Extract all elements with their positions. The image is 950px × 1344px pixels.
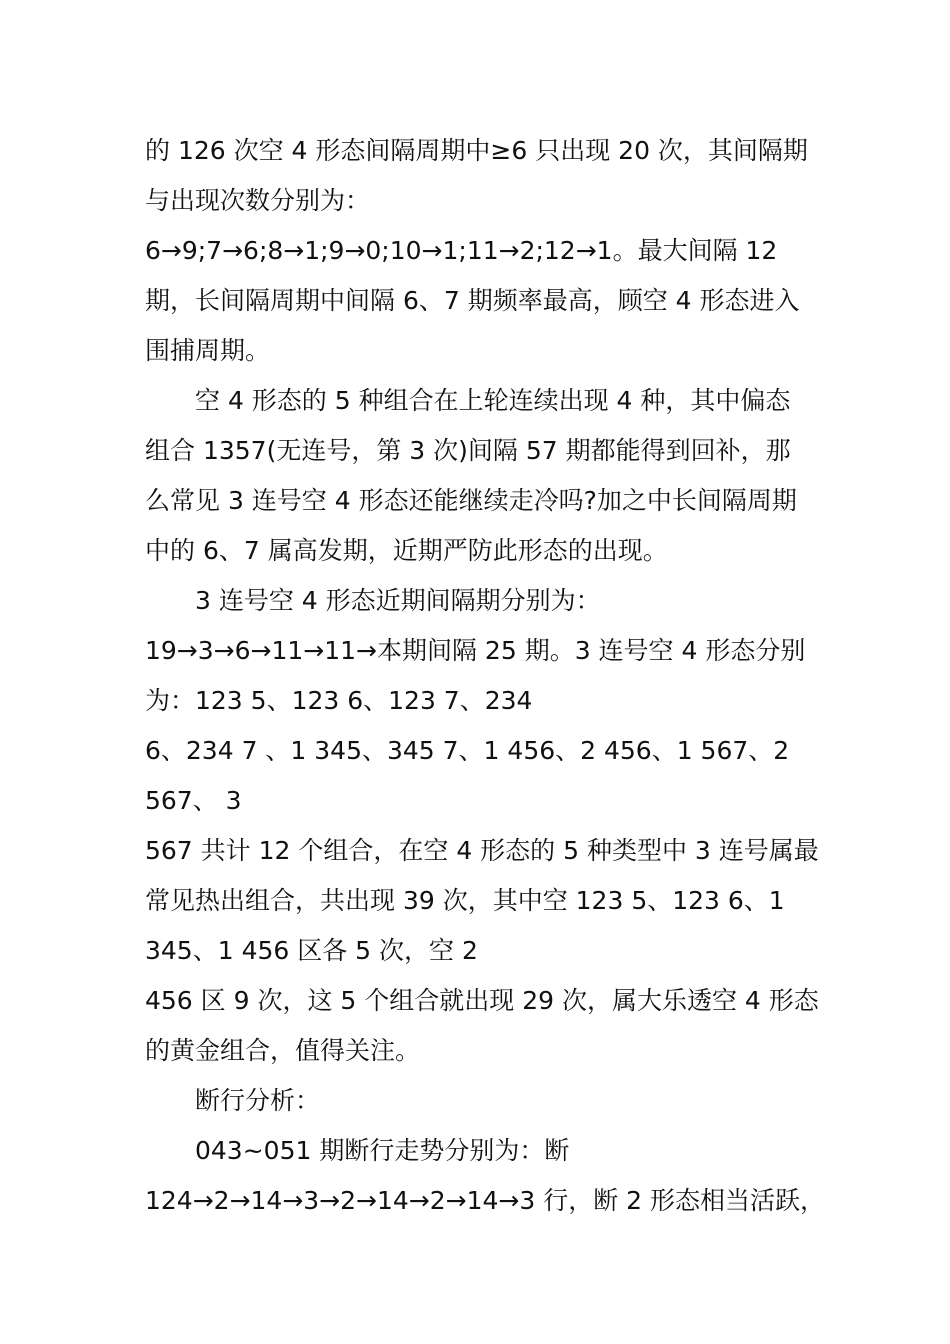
paragraph-line: 空 4 形态的 5 种组合在上轮连续出现 4 种，其中偏态 [195, 386, 791, 415]
paragraph-line: 组合 1357(无连号，第 3 次)间隔 57 期都能得到回补，那 [145, 436, 791, 465]
section-heading: 断行分析： [195, 1086, 321, 1115]
paragraph-line: 常见热出组合，共出现 39 次，其中空 123 5、123 6、1 [145, 886, 785, 915]
paragraph-line: 中的 6、7 属高发期，近期严防此形态的出现。 [145, 536, 668, 565]
paragraph-line: 456 区 9 次，这 5 个组合就出现 29 次，属大乐透空 4 形态 [145, 986, 819, 1015]
paragraph-line: 的黄金组合，值得关注。 [145, 1036, 421, 1065]
paragraph-line: 3 连号空 4 形态近期间隔期分别为： [195, 586, 601, 615]
paragraph-line: 043~051 期断行走势分别为：断 [195, 1136, 570, 1165]
paragraph-line: 19→3→6→11→11→本期间隔 25 期。3 连号空 4 形态分别 [145, 636, 806, 665]
paragraph-line: 567、 3 [145, 786, 242, 815]
paragraph-line: 6→9;7→6;8→1;9→0;10→1;11→2;12→1。最大间隔 12 [145, 236, 778, 265]
paragraph-line: 124→2→14→3→2→14→2→14→3 行，断 2 形态相当活跃， [145, 1186, 826, 1215]
paragraph-line: 567 共计 12 个组合，在空 4 形态的 5 种类型中 3 连号属最 [145, 836, 819, 865]
paragraph-line: 的 126 次空 4 形态间隔周期中≥6 只出现 20 次，其间隔期 [145, 136, 808, 165]
paragraph-line: 为：123 5、123 6、123 7、234 [145, 686, 533, 715]
paragraph-line: 345、1 456 区各 5 次，空 2 [145, 936, 478, 965]
paragraph-line: 围捕周期。 [145, 336, 271, 365]
paragraph-line: 期，长间隔周期中间隔 6、7 期频率最高，顾空 4 形态进入 [145, 286, 800, 315]
paragraph-line: 6、234 7 、1 345、345 7、1 456、2 456、1 567、2 [145, 736, 790, 765]
paragraph-line: 与出现次数分别为： [145, 186, 371, 215]
paragraph-line: 么常见 3 连号空 4 形态还能继续走冷吗?加之中长间隔周期 [145, 486, 797, 515]
